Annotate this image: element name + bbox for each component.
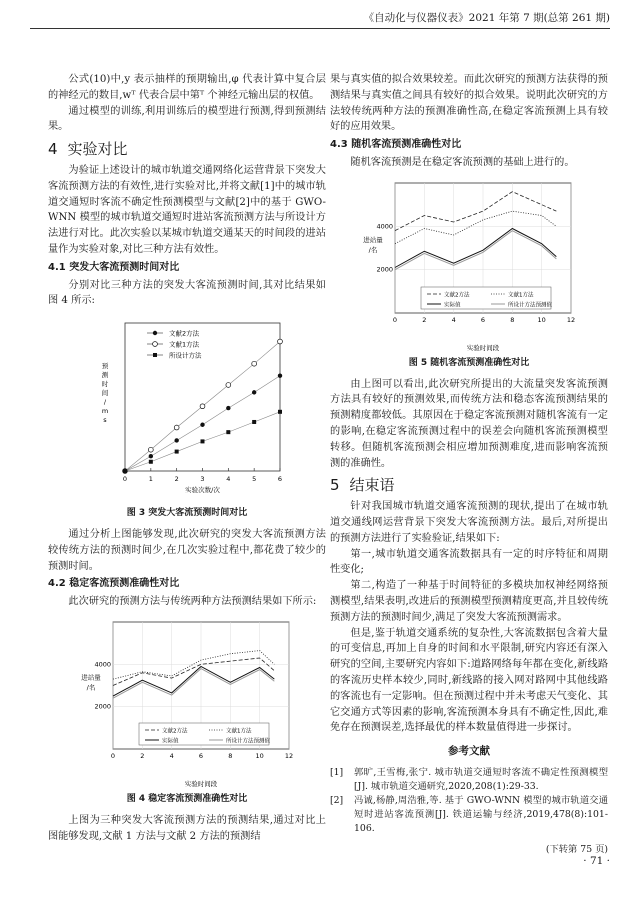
reference-item: [1] 郭旷,王雪梅,张宁. 城市轨道交通短时客流不确定性预测模型[J]. 城市轨道交通研究,2020,208(1):29-33. [330,766,608,792]
y-axis-label: /名 [368,245,378,254]
legend-label: 所设计方法预测值 [226,738,271,745]
chart-fig5 [359,175,579,353]
paragraph: 通过分析上图能够发现,此次研究的突发大客流预测方法较传统方法的预测时间少,在几次实验过程中,都花费了较少的预测时间。 [48,528,326,572]
paragraph: 针对我国城市轨道交通客流预测的现状,提出了在城市轨道交通线网运营背景下突发大客流预测方法。最后,对所提出的预测方法进行了实验验证,结果如下: [330,501,608,544]
y-axis-label: 进站量 [81,673,101,682]
x-tick-label: 10 [255,751,264,760]
legend-label: 实际值 [444,302,461,309]
x-tick-label: 0 [110,751,116,760]
legend-label: 所设计方法预测值 [508,302,553,309]
data-point [251,390,255,394]
header-rule [30,28,610,29]
continued-note: (下转第 75 页) [545,843,608,855]
references-heading: 参考文献 [448,745,490,758]
y-axis-label: s [102,416,107,425]
y-tick-label: 2000 [376,265,393,274]
x-tick-label: 4 [451,315,456,324]
x-tick-label: 12 [566,315,576,324]
figure-4-caption: 图 4 稳定客流预测准确性对比 [126,793,248,804]
data-point [252,420,256,424]
paragraph: 分别对比三种方法的突发大客流预测时间,其对比结果如图 4 所示: [48,279,326,307]
data-point [200,440,204,444]
legend-label: 实际值 [162,738,179,745]
x-tick-label: 2 [140,751,145,760]
data-point [226,430,230,434]
x-tick-label: 0 [122,475,127,484]
paragraph: 果与真实值的拟合效果较差。而此次研究的预测方法获得的预测结果与真实值之间具有较好的拟合效果。说明此次研究的方法较传统两种方法的预测准确性高,在稳定客流预测上具有较好的应用效果。 [330,74,608,133]
reference-item: [2] 冯诚,杨静,周浩雅,等. 基于 GWO-WNN 模型的城市轨道交通短时进站客流预测[J]. 铁道运输与经济,2019,478(8):101-106. [330,794,608,834]
x-tick-label: 6 [480,315,486,324]
x-tick-label: 2 [174,475,179,484]
data-point [200,423,204,427]
y-axis-label: m [101,407,108,416]
data-point [123,469,127,473]
x-tick-label: 0 [392,315,398,324]
y-axis-label: 时 [101,380,108,389]
paragraph: 上图为三种突发大客流预测方法的预测结果,通过对比上图能够发现,文献 1 方法与文献 2 方法的预测结 [48,814,326,842]
y-axis-label: 测 [101,371,108,380]
section-heading-4: 4 实验对比 [48,140,128,159]
paragraph: 第一,城市轨道交通客流数据具有一定的时序特征和周期性变化; [330,548,608,576]
data-point [200,404,205,409]
y-tick-label: 2000 [94,702,111,711]
data-point [148,460,152,464]
x-axis-label: 实验时间段 [466,343,500,352]
legend-label: 所设计方法 [168,351,201,360]
data-point [174,438,178,442]
subsection-heading-4-1: 4.1 突发大客流预测时间对比 [48,261,180,273]
figure-3 [85,313,290,503]
y-axis-label: /名 [86,683,96,692]
x-tick-label: 4 [169,751,174,760]
legend-label: 文献1方法 [508,292,534,299]
legend-label: 文献2方法 [162,728,188,735]
paragraph: 通过模型的训练,利用训练后的模型进行预测,得到预测结果。 [48,105,326,133]
data-point [174,450,178,454]
subsection-heading-4-2: 4.2 稳定客流预测准确性对比 [48,578,180,590]
x-tick-label: 5 [251,475,256,484]
x-tick-label: 6 [277,475,282,484]
figure-5-caption: 图 5 随机客流预测准确性对比 [408,357,530,368]
paragraph: 随机客流预测是在稳定客流预测的基础上进行的。 [350,156,575,168]
right-column [330,72,608,858]
figure-4 [77,614,297,789]
y-axis-label: 预 [101,362,108,371]
running-header: 《自动化与仪器仪表》2021 年第 7 期(总第 261 期) [363,12,610,24]
x-tick-label: 8 [228,751,233,760]
x-tick-label: 4 [225,475,230,484]
paragraph: 此次研究的预测方法与传统两种方法预测结果如下所示: [68,596,317,608]
section-heading-5: 5 结束语 [330,476,395,495]
y-tick-label: 4000 [94,660,111,669]
y-axis-label: 间 [101,389,108,398]
paragraph: 公式(10)中,y 表示抽样的预期输出,φ 代表计算中复合层的神经元的数目,wᵀ 代表合层中第ᵀ 个神经元输出层的权值。 [48,74,326,101]
subsection-heading-4-3: 4.3 随机客流预测准确性对比 [330,139,462,151]
x-tick-label: 10 [537,315,546,324]
legend-label: 文献1方法 [168,340,199,349]
x-tick-label: 6 [198,751,204,760]
data-point [152,331,156,335]
data-point [278,410,282,414]
data-point [148,447,153,452]
x-tick-label: 8 [510,315,515,324]
x-tick-label: 2 [422,315,427,324]
data-point [226,406,230,410]
chart-fig3 [85,313,290,503]
data-point [148,454,152,458]
figure-5 [359,175,579,353]
paragraph: 为验证上述设计的城市轨道交通网络化运营背景下突发大客流预测方法的有效性,进行实验对比,并将文献[1]中的城市轨道交通短时客流不确定性预测模型与文献[2]中的基于 GWO-WNN 模型的城市轨道交通短时进站客流预测方法与所设计方法进行对比。此次实验以某城市轨道交通某天的时间段的进站量作为实验对象,对比三种方法有效性。 [48,164,326,255]
paragraph: 由上图可以看出,此次研究所提出的大流量突发客流预测方法具有较好的预测效果,而传统方法和稳态客流预测结果的预测精度都较低。其原因在于稳定客流预测对随机客流有一定的影响,在稳定客流预测过程中的误差会向随机客流预测模型转移。但随机客流预测会相应增加预测难度,进而影响客流预测的准确性。 [330,378,608,469]
data-point [153,353,157,357]
legend-label: 文献2方法 [444,292,470,299]
figure-3-caption: 图 3 突发大客流预测时间对比 [126,508,248,519]
x-axis-label: 实验时间段 [184,779,218,788]
left-column [48,72,326,844]
legend-label: 文献1方法 [226,728,252,735]
x-tick-label: 12 [284,751,294,760]
y-axis-label: / [103,398,106,407]
legend-label: 文献2方法 [168,329,199,338]
data-point [225,383,230,388]
data-point [277,374,281,378]
x-tick-label: 3 [199,475,205,484]
data-point [152,342,157,347]
chart-fig4 [77,614,297,789]
y-tick-label: 4000 [376,222,393,231]
data-point [277,339,282,344]
x-tick-label: 1 [148,475,153,484]
paragraph: 第二,构造了一种基于时间特征的多模块加权神经网络预测模型,结果表明,改进后的预测模型预测精度更高,并且较传统预测方法的预测时间少,满足了突发大客流预测需求。 [330,580,608,623]
x-axis-label: 实验次数/次 [184,486,220,495]
paragraph: 但是,鉴于轨道交通系统的复杂性,大客流数据包含着大量的可变信息,再加上自身的时间和水平限制,研究内容还有深入研究的空间,主要研究内容如下:道路网络每年都在变化,新线路的客流历史样本较少,同时,新线路的接入网对路网中其他线路的客流也有一定影响。但在预测过程中并未考虑天气变化、其它交通方式等因素的影响,客流预测本身具有不确定性,因此,难免存在预测误差,选择最优的样本数量值得进一步探讨。 [330,627,608,734]
data-point [251,361,256,366]
y-axis-label: 进站量 [363,235,383,244]
data-point [174,425,179,430]
page-number: · 71 · [583,855,610,867]
